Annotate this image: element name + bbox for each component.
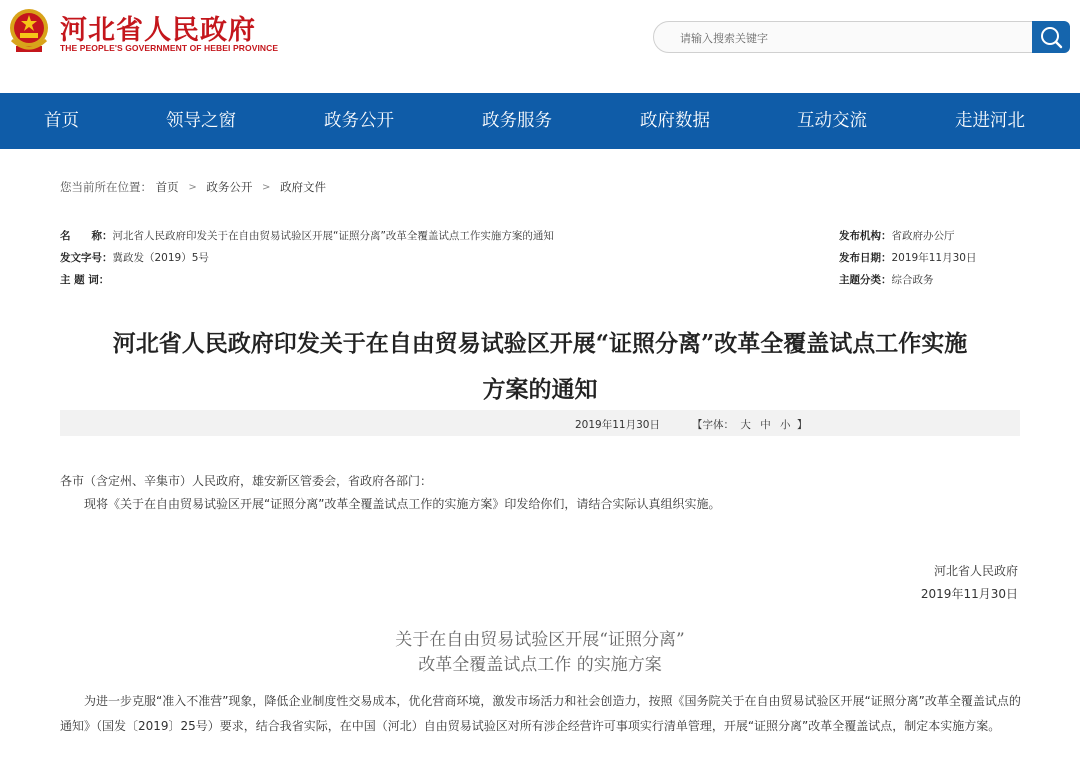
national-emblem-icon[interactable] (6, 6, 52, 56)
chevron-right-icon: > (188, 181, 197, 193)
meta-name (60, 228, 554, 243)
chevron-right-icon: > (262, 181, 271, 193)
site-title[interactable]: 河北省人民政府 (60, 15, 256, 46)
nav-item-gov-affairs-open[interactable]: 政务公开 (324, 111, 394, 131)
meta-publisher-value: 省政府办公厅 (891, 230, 955, 242)
signature: 河北省人民政府 (933, 564, 1018, 578)
nav-item-gov-data[interactable]: 政府数据 (640, 111, 710, 131)
meta-category-value: 综合政务 (891, 274, 934, 286)
plan-title-line-1: 关于在自由贸易试验区开展“证照分离” (395, 630, 685, 650)
meta-publisher (839, 228, 955, 243)
breadcrumb-gov-documents[interactable]: 政府文件 (280, 180, 327, 194)
meta-date (839, 250, 976, 265)
site-header (0, 0, 1080, 93)
salutation: 各市（含定州、辛集市）人民政府，雄安新区管委会，省政府各部门： (60, 474, 433, 488)
font-size-large-button[interactable]: 大 (740, 419, 751, 431)
nav-item-about-hebei[interactable]: 走进河北 (955, 111, 1025, 131)
nav-item-leaders[interactable]: 领导之窗 (166, 111, 236, 131)
breadcrumb-gov-affairs-open[interactable]: 政务公开 (206, 180, 253, 194)
meta-category-label: 主题分类： (839, 274, 892, 286)
search-button[interactable] (1032, 21, 1070, 53)
nav-item-gov-services[interactable]: 政务服务 (482, 111, 552, 131)
breadcrumb-home[interactable]: 首页 (155, 180, 179, 194)
plan-title-line-2: 改革全覆盖试点工作 的实施方案 (418, 655, 662, 675)
document-title-line-1: 河北省人民政府印发关于在自由贸易试验区开展“证照分离”改革全覆盖试点工作实施 (112, 330, 968, 357)
meta-publisher-label: 发布机构： (839, 230, 892, 242)
breadcrumb (60, 179, 326, 195)
site-subtitle: THE PEOPLE'S GOVERNMENT OF HEBEI PROVINCE (60, 43, 279, 53)
font-size-open: 【字体： (692, 419, 734, 431)
meta-name-value: 河北省人民政府印发关于在自由贸易试验区开展“证照分离”改革全覆盖试点工作实施方案的通知 (112, 230, 554, 242)
meta-category (839, 272, 934, 287)
search-input[interactable] (680, 29, 1020, 47)
meta-date-value: 2019年11月30日 (891, 252, 977, 264)
document-title (40, 321, 1040, 413)
meta-doc-no-value: 冀政发（2019）5号 (112, 252, 209, 264)
meta-doc-no (60, 250, 209, 265)
body-paragraph: 为进一步克服“准入不准营”现象，降低企业制度性交易成本，优化营商环境，激发市场活力和社会创造力，按照《国务院关于在自由贸易试验区开展“证照分离”改革全覆盖试点的通知》（国发〔2019〕25号）要求，结合我省实际，在中国（河北）自由贸易试验区对所有涉企经营许可事项实行清单管理，开展“证照分离”改革全覆盖试点，制定本实施方案。 (60, 694, 1021, 733)
meta-name-label: 名 称： (60, 230, 113, 242)
breadcrumb-prefix: 您当前所在位置： (60, 180, 152, 194)
main-nav (0, 93, 1080, 149)
nav-item-home[interactable]: 首页 (44, 111, 79, 131)
document-title-line-2: 方案的通知 (482, 376, 598, 403)
meta-date-label: 发布日期： (839, 252, 892, 264)
meta-keywords-label: 主 题 词： (60, 274, 110, 286)
document-info-bar (60, 410, 1020, 436)
nav-item-interaction[interactable]: 互动交流 (797, 111, 867, 131)
meta-doc-no-label: 发文字号： (60, 252, 113, 264)
search-box (653, 21, 1033, 53)
signature-date: 2019年11月30日 (920, 587, 1018, 601)
font-size-medium-button[interactable]: 中 (760, 419, 771, 431)
meta-keywords (60, 272, 109, 287)
font-size-small-button[interactable]: 小 (780, 419, 791, 431)
search-icon (1039, 25, 1063, 49)
font-size-switcher (692, 417, 807, 432)
intro-paragraph: 现将《关于在自由贸易试验区开展“证照分离”改革全覆盖试点工作的实施方案》印发给你们，请结合实际认真组织实施。 (84, 497, 721, 511)
font-size-close: 】 (796, 419, 808, 431)
document-date: 2019年11月30日 (575, 419, 660, 431)
